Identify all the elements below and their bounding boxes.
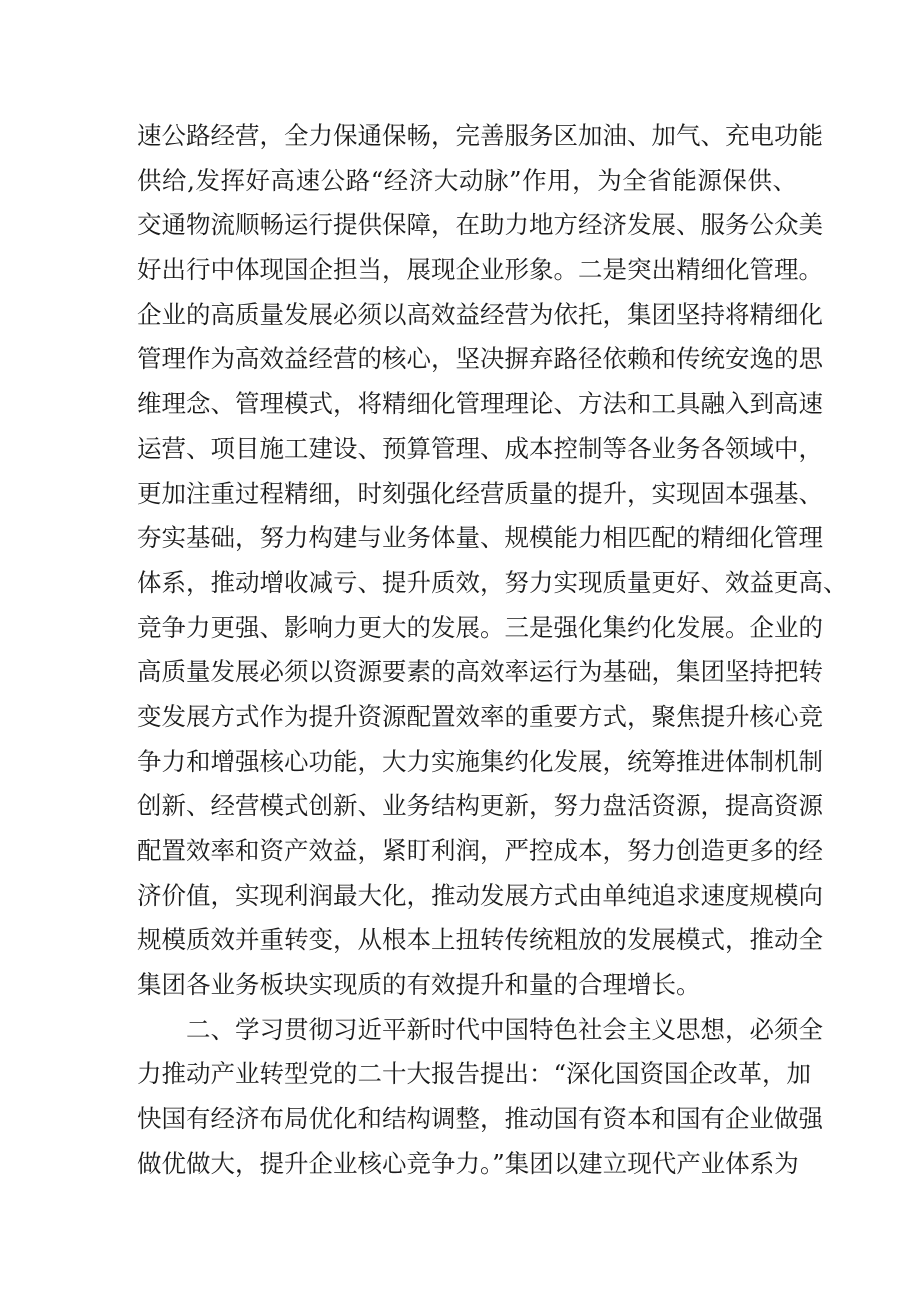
section-heading-line: 二、学习贯彻习近平新时代中国特色社会主义思想，必须全 — [186, 1014, 823, 1044]
text-line: 运营、项目施工建设、预算管理、成本控制等各业务各领域中， — [137, 433, 823, 463]
text-line: 更加注重过程精细，时刻强化经营质量的提升，实现固本强基、 — [137, 478, 823, 508]
text-line: 高质量发展必须以资源要素的高效率运行为基础，集团坚持把转 — [137, 657, 823, 687]
text-line: 做优做大，提升企业核心竞争力。”集团以建立现代产业体系为 — [137, 1148, 799, 1178]
text-line: 管理作为高效益经营的核心，坚决摒弃路径依赖和传统安逸的思 — [137, 344, 823, 374]
text-line: 配置效率和资产效益，紧盯利润，严控成本，努力创造更多的经 — [137, 836, 823, 865]
text-line: 集团各业务板块实现质的有效提升和量的合理增长。 — [137, 970, 701, 1000]
text-line: 供给,发挥好高速公路“经济大动脉”作用，为全省能源保供、 — [137, 165, 797, 195]
text-line: 夯实基础，努力构建与业务体量、规模能力相匹配的精细化管理 — [137, 523, 823, 553]
text-line: 速公路经营，全力保通保畅，完善服务区加油、加气、充电功能 — [137, 121, 823, 150]
text-line: 变发展方式作为提升资源配置效率的重要方式，聚焦提升核心竞 — [137, 701, 823, 731]
text-line: 维理念、管理模式，将精细化管理理论、方法和工具融入到高速 — [137, 389, 823, 419]
text-line: 济价值，实现利润最大化，推动发展方式由单纯追求速度规模向 — [137, 880, 823, 910]
text-line: 快国有经济布局优化和结构调整，推动国有资本和国有企业做强 — [137, 1104, 823, 1134]
text-line: 争力和增强核心功能，大力实施集约化发展，统筹推进体制机制 — [137, 746, 823, 776]
text-line: 竞争力更强、影响力更大的发展。三是强化集约化发展。企业的 — [137, 612, 823, 642]
text-line: 规模质效并重转变，从根本上扭转传统粗放的发展模式，推动全 — [137, 925, 823, 955]
text-line: 体系，推动增收减亏、提升质效，努力实现质量更好、效益更高、 — [137, 567, 848, 597]
text-line: 好出行中体现国企担当，展现企业形象。二是突出精细化管理。 — [137, 255, 823, 285]
text-line: 企业的高质量发展必须以高效益经营为依托，集团坚持将精细化 — [137, 299, 823, 329]
text-line: 交通物流顺畅运行提供保障，在助力地方经济发展、服务公众美 — [137, 210, 823, 240]
text-line: 创新、经营模式创新、业务结构更新，努力盘活资源，提高资源 — [137, 791, 823, 821]
text-line: 力推动产业转型党的二十大报告提出：“深化国资国企改革，加 — [137, 1059, 812, 1089]
body-text — [137, 114, 848, 1187]
